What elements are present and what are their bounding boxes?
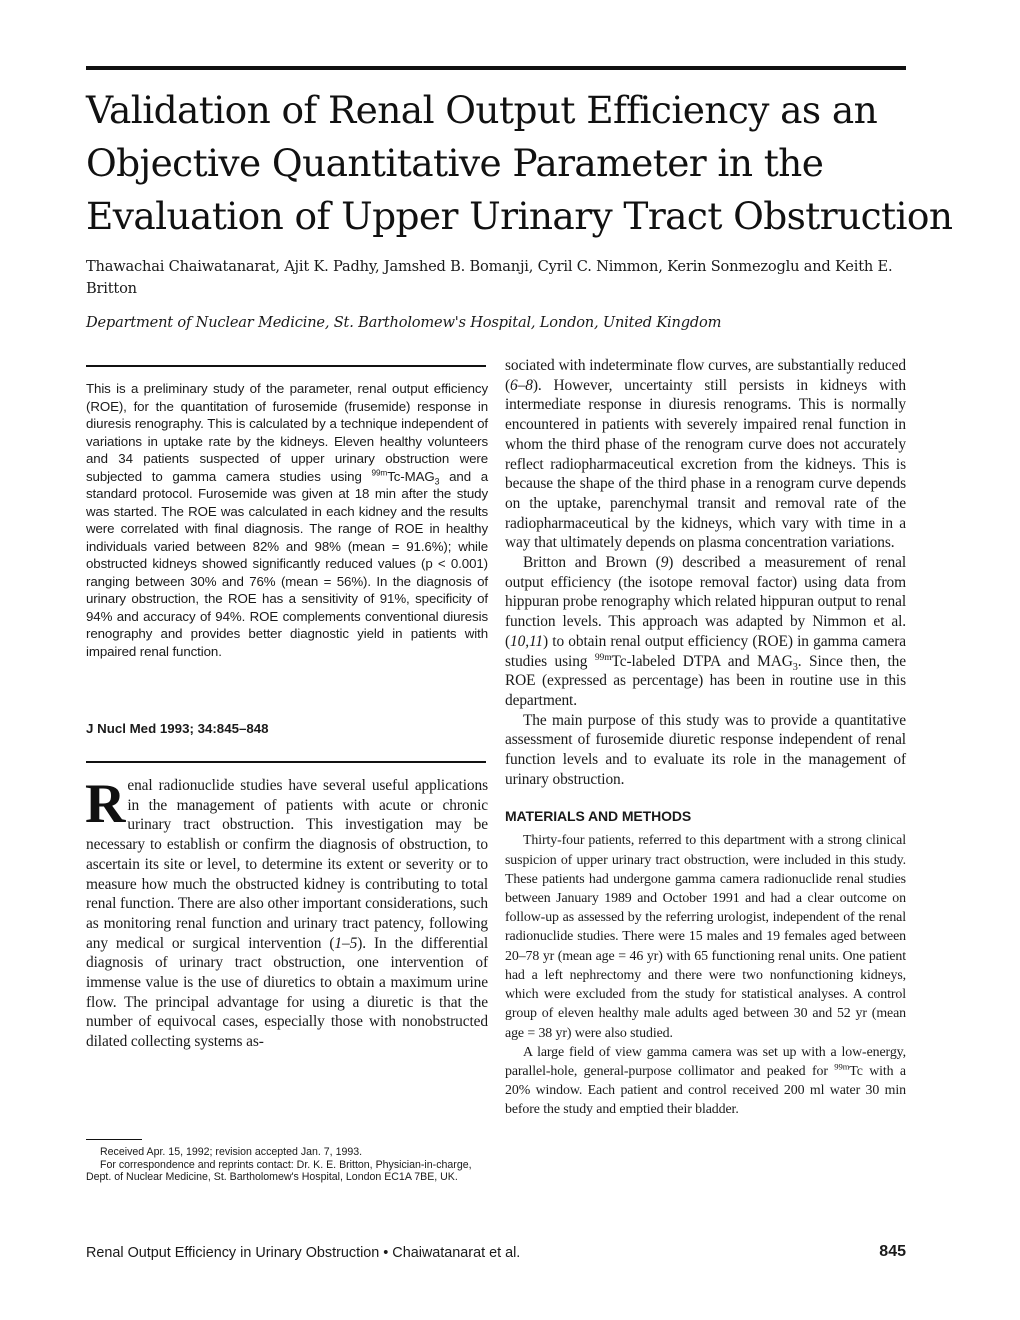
right-subscript: 3 — [792, 661, 798, 673]
intro-text-1: enal radionuclide studies have several useful applications in the management of patients with acute or chronic urinary tract obstruction. This investigation may be necessary to establish or confirm the diagnosis of obstruction, to ascertain its site or level, to determine its extent or severity or to measure how much the obstructed kidney is contributing to total renal function. There are also other important considerations, such as monitoring renal function and urinary tract patency, following any medical or surgical intervention ( — [86, 777, 488, 952]
reference-10-11: 10,11 — [510, 632, 544, 650]
footnote-rule — [86, 1139, 142, 1140]
right-text-2b: ) described a measurement of renal output efficiency (the isotope removal factor) using data from hippuran probe renography which related hippuran output to renal function levels. This approach was adapted by Nimmon et al. ( — [505, 554, 906, 650]
right-text-1b: ). However, uncertainty still persists in kidneys with intermediate response in diuresis renograms. This is normally encountered in patients with severely impaired renal function in whom the third phase of the renogram curve does not accurately reflect radiopharmaceutical excretion from the kidneys. This is because the shape of the third phase in a renogram curve depends on the uptake, parenchymal transit and removal rate of the radiopharmaceutical by the kidneys, which vary with time in a way that ultimately depends on plasma concentration variations. — [505, 376, 906, 552]
abstract-text-2: Tc-MAG — [387, 468, 435, 484]
page-number: 845 — [879, 1243, 906, 1260]
methods-paragraph-2 — [505, 1043, 906, 1120]
methods-text-2a: A large field of view gamma camera was set up with a low-energy, parallel-hole, general-purpose collimator and peaked for — [505, 1044, 906, 1079]
section-heading-methods: MATERIALS AND METHODS — [505, 808, 692, 825]
footnote-received: Received Apr. 15, 1992; revision accepted Jan. 7, 1993. — [100, 1146, 363, 1158]
right-text-2e: . Since then, the ROE (expressed as percentage) has been in routine use in this department. — [505, 652, 906, 709]
footnotes — [86, 1146, 488, 1184]
running-footer: Renal Output Efficiency in Urinary Obstruction • Chaiwatanarat et al. — [86, 1245, 521, 1261]
affiliation: Department of Nuclear Medicine, St. Bartholomew's Hospital, London, United Kingdom — [86, 314, 722, 331]
intro-top-rule — [86, 761, 486, 763]
abstract-isotope-superscript: 99m — [371, 468, 388, 478]
abstract — [86, 380, 488, 660]
methods-text-2b: Tc with a 20% window. Each patient and control received 200 ml water 30 min before the study and emptied their bladder. — [505, 1063, 906, 1118]
reference-9: 9 — [660, 554, 669, 572]
right-paragraph-2 — [505, 553, 906, 711]
drop-cap: R — [85, 773, 126, 835]
right-text-2c: ) to obtain renal output efficiency (ROE) in gamma camera studies using — [505, 632, 906, 670]
intro-text-2: ). In the differential diagnosis of urinary tract obstruction, one intervention of immense value is the use of diuretics to obtain a maximum urine flow. The principal advantage for using a diuretic is that the number of equivocal cases, especially those with nonobstructed dilated collecting systems as- — [86, 934, 488, 1051]
journal-citation: J Nucl Med 1993; 34:845–848 — [86, 721, 269, 736]
top-rule — [86, 66, 906, 70]
right-paragraph-1 — [505, 356, 906, 553]
reference-6-8: 6–8 — [510, 376, 533, 394]
abstract-text-1: This is a preliminary study of the parameter, renal output efficiency (ROE), for the quantitation of furosemide (frusemide) response in diuresis renography. This is calculated by a technique independent of variations in uptake rate by the kidneys. Eleven healthy volunteers and 34 patients suspected of upper urinary obstruction were subjected to gamma camera studies using — [86, 381, 488, 484]
author-list: Thawachai Chaiwatanarat, Ajit K. Padhy, Jamshed B. Bomanji, Cyril C. Nimmon, Kerin Sonmezoglu and Keith E. Britton — [86, 258, 893, 297]
methods-paragraph-1: Thirty-four patients, referred to this department with a strong clinical suspicion of upper urinary tract obstruction, were included in this study. These patients had undergone gamma camera radionuclide renal studies between January 1989 and October 1991 and had a clear outcome on follow-up as assessed by the referring urologist, independent of the renal radionuclide studies. There were 15 males and 19 females aged between 20–78 yr (mean age = 46 yr) with 65 functioning renal units. One patient had a left nephrectomy and there were two nonfunctioning kidneys, which were excluded from the study for statistical analyses. A control group of eleven healthy male adults aged between 30 and 52 yr (mean age = 38 yr) were also studied. — [505, 833, 906, 1041]
abstract-top-rule — [86, 365, 486, 367]
right-text-2d: Tc-labeled DTPA and MAG — [611, 652, 793, 670]
abstract-text-3: and a standard protocol. Furosemide was given at 18 min after the study was started. The ROE was calculated in each kidney and the results were correlated with final diagnosis. The range of ROE in healthy individuals varied between 82% and 98% (mean = 91.6%); while obstructed kidneys showed significantly reduced values (p < 0.001) ranging between 30% and 76% (mean = 56%). In the diagnosis of urinary obstruction, the ROE has a sensitivity of 91%, specificity of 94% and accuracy of 94%. ROE complements conventional diuresis renography and provides better diagnostic yield in patients with impaired renal function. — [86, 468, 488, 659]
article-title — [86, 84, 953, 243]
title-line-1: Validation of Renal Output Efficiency as an — [86, 88, 878, 132]
abstract-subscript: 3 — [434, 476, 440, 487]
introduction-paragraph — [85, 773, 488, 1052]
methods-isotope-superscript: 99m — [834, 1061, 850, 1072]
right-paragraph-3: The main purpose of this study was to provide a quantitative assessment of furosemide diuretic response independent of renal function levels and to evaluate its role in the management of urinary obstruction. — [505, 711, 906, 788]
title-line-3: Evaluation of Upper Urinary Tract Obstruction — [86, 194, 953, 238]
right-text-2a: Britton and Brown ( — [523, 554, 661, 572]
reference-1-5: 1–5 — [334, 934, 358, 952]
right-text-1a: sociated with indeterminate flow curves, are substantially reduced ( — [505, 357, 906, 394]
title-line-2: Objective Quantitative Parameter in the — [86, 141, 824, 185]
right-column — [505, 356, 906, 1120]
right-isotope-superscript: 99m — [594, 651, 612, 663]
footnote-correspondence: For correspondence and reprints contact: Dr. K. E. Britton, Physician-in-charge, Dept. of Nuclear Medicine, St. Bartholomew's Hospital, London EC1A 7BE, UK. — [86, 1158, 472, 1183]
